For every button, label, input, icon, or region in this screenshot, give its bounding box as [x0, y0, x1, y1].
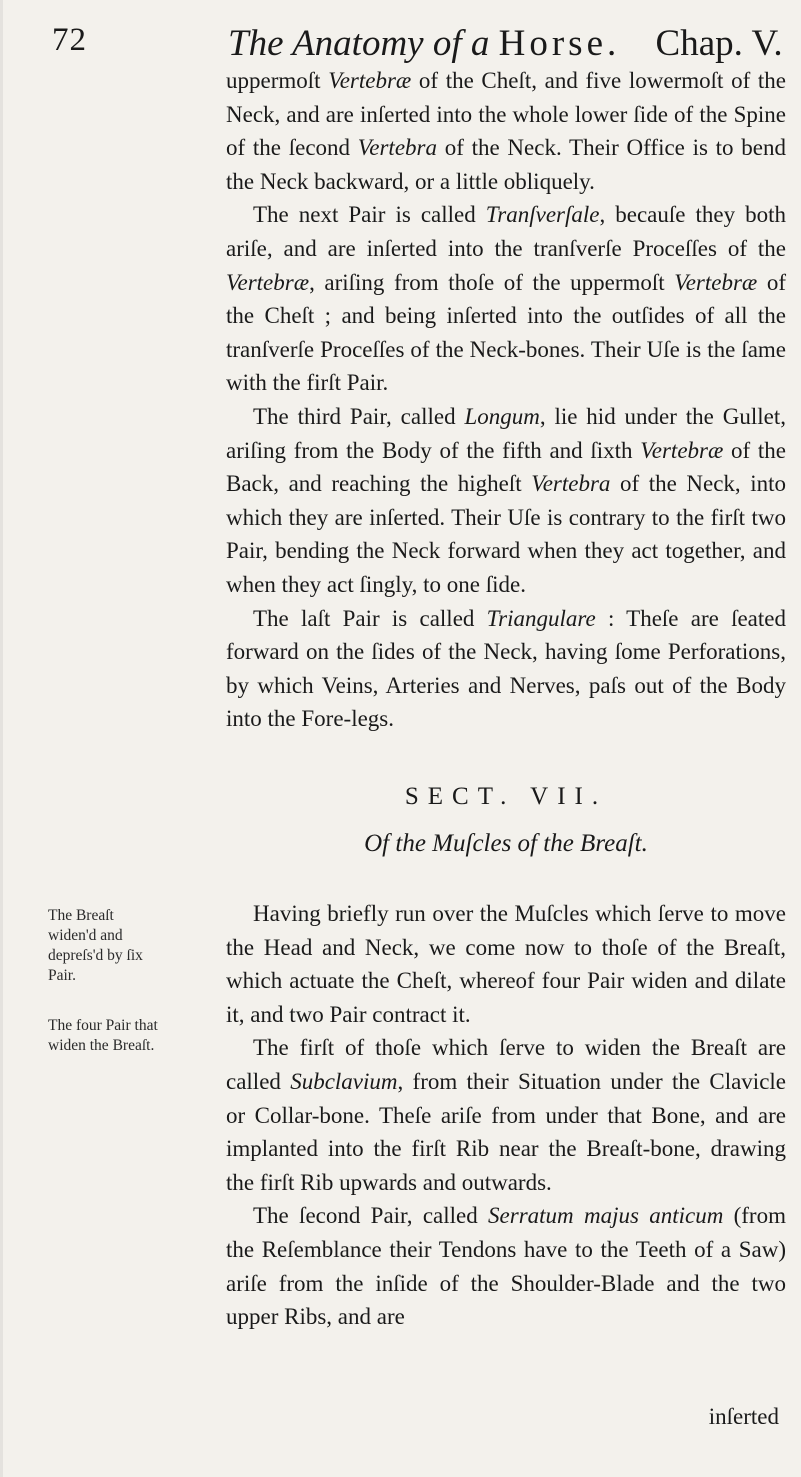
margin-note: The four Pair that widen the Breaſt. [48, 1017, 158, 1054]
page-crease [0, 0, 3, 1477]
text-run: of the Cheſt, and five lowermoſt of the Neck, and are inſerted into the whole lower ſide of the Spine of the ſecond [226, 68, 786, 161]
italic-term: Vertebræ [328, 68, 412, 93]
text-run: of the Neck, into which they are inſerted. Their Uſe is contrary to the firſt two Pair, bending the Neck forward when they act together, and when they act ſingly, to one ſide. [226, 471, 786, 597]
italic-term: Vertebra [357, 135, 437, 161]
text-run: The ſecond Pair, called [253, 1203, 489, 1229]
running-title [228, 22, 783, 65]
section-heading: SECT. VII. [404, 783, 608, 810]
italic-term: Vertebræ [640, 437, 724, 463]
title-italic: The Anatomy of a [228, 23, 490, 64]
italic-term: Triangulare [486, 605, 596, 631]
text-run: of the Cheſt ; and being inſerted into the outſides of all the tranſverſe Proceſſes of the Neck-bones. Their Uſe is the ſame with the firſt Pair. [226, 269, 786, 396]
text-run: The next Pair is called [253, 202, 486, 228]
italic-term: Vertebra [531, 471, 611, 497]
text-block-bottom [226, 897, 786, 1334]
italic-term: Longum [464, 403, 540, 429]
paragraph [226, 198, 786, 400]
catchword: inſerted [708, 1404, 779, 1429]
text-run: The laſt Pair is called [253, 605, 487, 631]
italic-term: Vertebræ [674, 269, 758, 295]
paragraph [226, 897, 786, 1031]
paragraph [226, 602, 786, 736]
margin-note: The Breaſt widen'd and depreſs'd by ſix Pair. [48, 907, 143, 984]
text-block-top [226, 64, 786, 736]
paragraph [226, 1199, 786, 1333]
text-run: of the Neck. Their Office is to bend the Neck backward, or a little obliquely. [226, 135, 786, 194]
text-run: The firſt of thoſe which ſerve to widen the Breaſt are called [226, 1035, 786, 1094]
text-run: , ariſing from thoſe of the uppermoſt [309, 269, 675, 295]
section-subheading: Of the Muſcles of the Breaſt. [364, 830, 648, 857]
italic-term: Subclavium [290, 1068, 398, 1094]
paragraph [226, 1031, 786, 1199]
text-run: , lie hid under the Gullet, ariſing from the Body of the fifth and ſixth [226, 403, 786, 463]
text-run: The third Pair, called [253, 403, 465, 429]
paragraph [226, 400, 786, 602]
text-run: of the Back, and reaching the higheſt [226, 437, 786, 497]
text-run: , from their Situation under the Clavicle or Collar-bone. Theſe ariſe from under that Bone, and are implanted into the firſt Rib near the Breaſt-bone, drawing the firſt Rib upwards and outwards. [226, 1068, 786, 1195]
italic-term: Vertebræ [226, 269, 310, 295]
italic-term: Tranſverſale [485, 202, 600, 228]
text-run: (from the Reſemblance their Tendons have to the Teeth of a Saw) ariſe from the inſide of the Shoulder-Blade and the two upper Ribs, and are [226, 1203, 786, 1330]
chapter-label: Chap. V. [655, 23, 783, 64]
title-horse: Horse. [498, 23, 621, 64]
page-number: 72 [52, 22, 87, 58]
italic-term: Serratum majus anticum [488, 1203, 724, 1229]
text-run: uppermoſt [226, 68, 329, 93]
paragraph [226, 64, 786, 198]
text-run: Having briefly run over the Muſcles which ſerve to move the Head and Neck, we come now to thoſe of the Breaſt, which actuate the Cheſt, whereof four Pair widen and dilate it, and two Pair contract it. [226, 901, 786, 1027]
text-run: : Theſe are ſeated forward on the ſides of the Neck, having ſome Perforations, by which Veins, Arteries and Nerves, paſs out of the Body into the Fore-legs. [226, 605, 786, 732]
text-run: , becauſe they both ariſe, and are inſerted into the tranſverſe Proceſſes of the [226, 202, 786, 261]
